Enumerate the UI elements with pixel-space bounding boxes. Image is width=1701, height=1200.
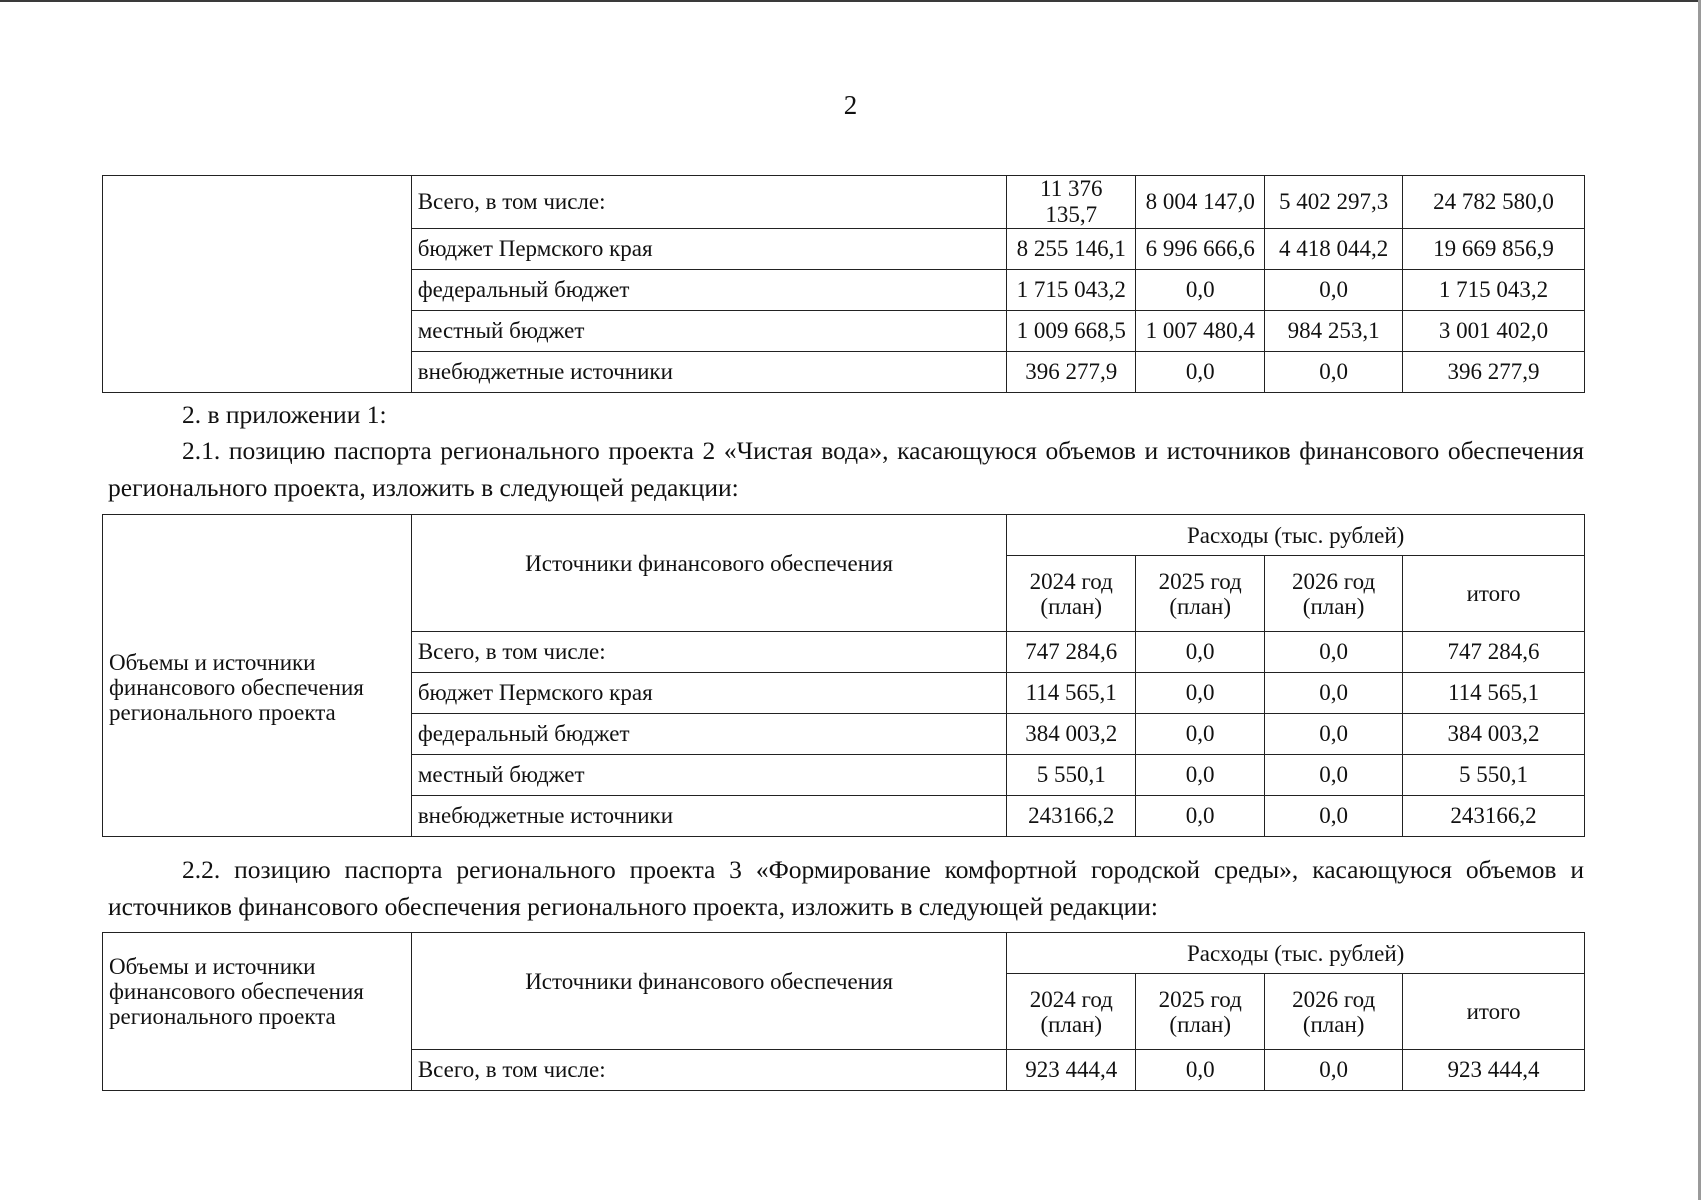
value-total: 5 550,1	[1403, 755, 1585, 796]
source-label: Всего, в том числе:	[411, 632, 1006, 673]
value-2026: 0,0	[1265, 270, 1403, 311]
value-2025: 1 007 480,4	[1136, 311, 1265, 352]
paragraph-appendix: 2. в приложении 1:	[182, 400, 387, 429]
scan-edge-top	[0, 0, 1701, 2]
value-2025: 8 004 147,0	[1136, 176, 1265, 229]
value-2025: 6 996 666,6	[1136, 229, 1265, 270]
source-label: местный бюджет	[411, 755, 1006, 796]
col-header-2026: 2026 год (план)	[1265, 556, 1403, 632]
side-label-cell	[103, 176, 412, 393]
source-label: Всего, в том числе:	[411, 176, 1007, 229]
value-total: 19 669 856,9	[1403, 229, 1585, 270]
value-2026: 0,0	[1265, 673, 1403, 714]
table-header-row	[103, 933, 1585, 974]
value-2025: 0,0	[1136, 673, 1265, 714]
funding-table-urban-environment	[102, 932, 1585, 1091]
value-2025: 0,0	[1136, 270, 1265, 311]
value-2024: 747 284,6	[1007, 632, 1136, 673]
value-2024: 243166,2	[1007, 796, 1136, 837]
paragraph-clean-water: 2.1. позицию паспорта регионального проекта 2 «Чистая вода», касающуюся объемов и источников финансового обеспечения регионального проекта, изложить в следующей редакции:	[108, 436, 1584, 502]
col-header-2025: 2025 год (план)	[1136, 556, 1265, 632]
value-2026: 0,0	[1265, 714, 1403, 755]
sources-header: Источники финансового обеспечения	[411, 515, 1006, 632]
expenses-header: Расходы (тыс. рублей)	[1007, 515, 1585, 556]
value-2024: 1 715 043,2	[1007, 270, 1136, 311]
col-header-2026: 2026 год (план)	[1265, 974, 1403, 1050]
value-2024: 114 565,1	[1007, 673, 1136, 714]
table-row	[103, 176, 1585, 229]
value-2026: 4 418 044,2	[1265, 229, 1403, 270]
value-2025: 0,0	[1136, 714, 1265, 755]
value-total: 923 444,4	[1403, 1050, 1585, 1091]
value-2026: 0,0	[1265, 632, 1403, 673]
col-header-2024: 2024 год (план)	[1007, 974, 1136, 1050]
col-header-total: итого	[1403, 556, 1585, 632]
value-2024: 1 009 668,5	[1007, 311, 1136, 352]
value-total: 243166,2	[1403, 796, 1585, 837]
col-header-2025: 2025 год (план)	[1136, 974, 1265, 1050]
value-total: 396 277,9	[1403, 352, 1585, 393]
funding-table-continuation	[102, 175, 1585, 393]
value-total: 114 565,1	[1403, 673, 1585, 714]
value-2024: 11 376 135,7	[1007, 176, 1136, 229]
source-label: бюджет Пермского края	[411, 229, 1007, 270]
source-label: федеральный бюджет	[411, 714, 1006, 755]
value-2025: 0,0	[1136, 352, 1265, 393]
value-2024: 384 003,2	[1007, 714, 1136, 755]
value-total: 3 001 402,0	[1403, 311, 1585, 352]
value-2024: 5 550,1	[1007, 755, 1136, 796]
col-header-2024: 2024 год (план)	[1007, 556, 1136, 632]
value-2024: 8 255 146,1	[1007, 229, 1136, 270]
source-label: внебюджетные источники	[411, 352, 1007, 393]
value-2025: 0,0	[1136, 632, 1265, 673]
value-2026: 984 253,1	[1265, 311, 1403, 352]
source-label: Всего, в том числе:	[411, 1050, 1006, 1091]
source-label: бюджет Пермского края	[411, 673, 1006, 714]
funding-table-clean-water	[102, 514, 1585, 837]
value-2026: 5 402 297,3	[1265, 176, 1403, 229]
value-2025: 0,0	[1136, 755, 1265, 796]
value-total: 384 003,2	[1403, 714, 1585, 755]
value-2024: 396 277,9	[1007, 352, 1136, 393]
value-total: 24 782 580,0	[1403, 176, 1585, 229]
expenses-header: Расходы (тыс. рублей)	[1007, 933, 1585, 974]
side-label: Объемы и источники финансового обеспечения регионального проекта	[103, 515, 412, 837]
source-label: внебюджетные источники	[411, 796, 1006, 837]
table-header-row	[103, 515, 1585, 556]
value-total: 1 715 043,2	[1403, 270, 1585, 311]
source-label: федеральный бюджет	[411, 270, 1007, 311]
value-2026: 0,0	[1265, 1050, 1403, 1091]
value-2026: 0,0	[1265, 352, 1403, 393]
value-2025: 0,0	[1136, 1050, 1265, 1091]
side-label: Объемы и источники финансового обеспечения регионального проекта	[103, 933, 412, 1091]
col-header-total: итого	[1403, 974, 1585, 1050]
page-number: 2	[843, 90, 858, 120]
value-2025: 0,0	[1136, 796, 1265, 837]
value-2026: 0,0	[1265, 796, 1403, 837]
value-2026: 0,0	[1265, 755, 1403, 796]
source-label: местный бюджет	[411, 311, 1007, 352]
value-2024: 923 444,4	[1007, 1050, 1136, 1091]
value-total: 747 284,6	[1403, 632, 1585, 673]
sources-header: Источники финансового обеспечения	[411, 933, 1006, 1050]
paragraph-urban-environment: 2.2. позицию паспорта регионального проекта 3 «Формирование комфортной городской среды», касающуюся объемов и источников финансового обеспечения регионального проекта, изложить в следующей редакции:	[108, 855, 1584, 921]
